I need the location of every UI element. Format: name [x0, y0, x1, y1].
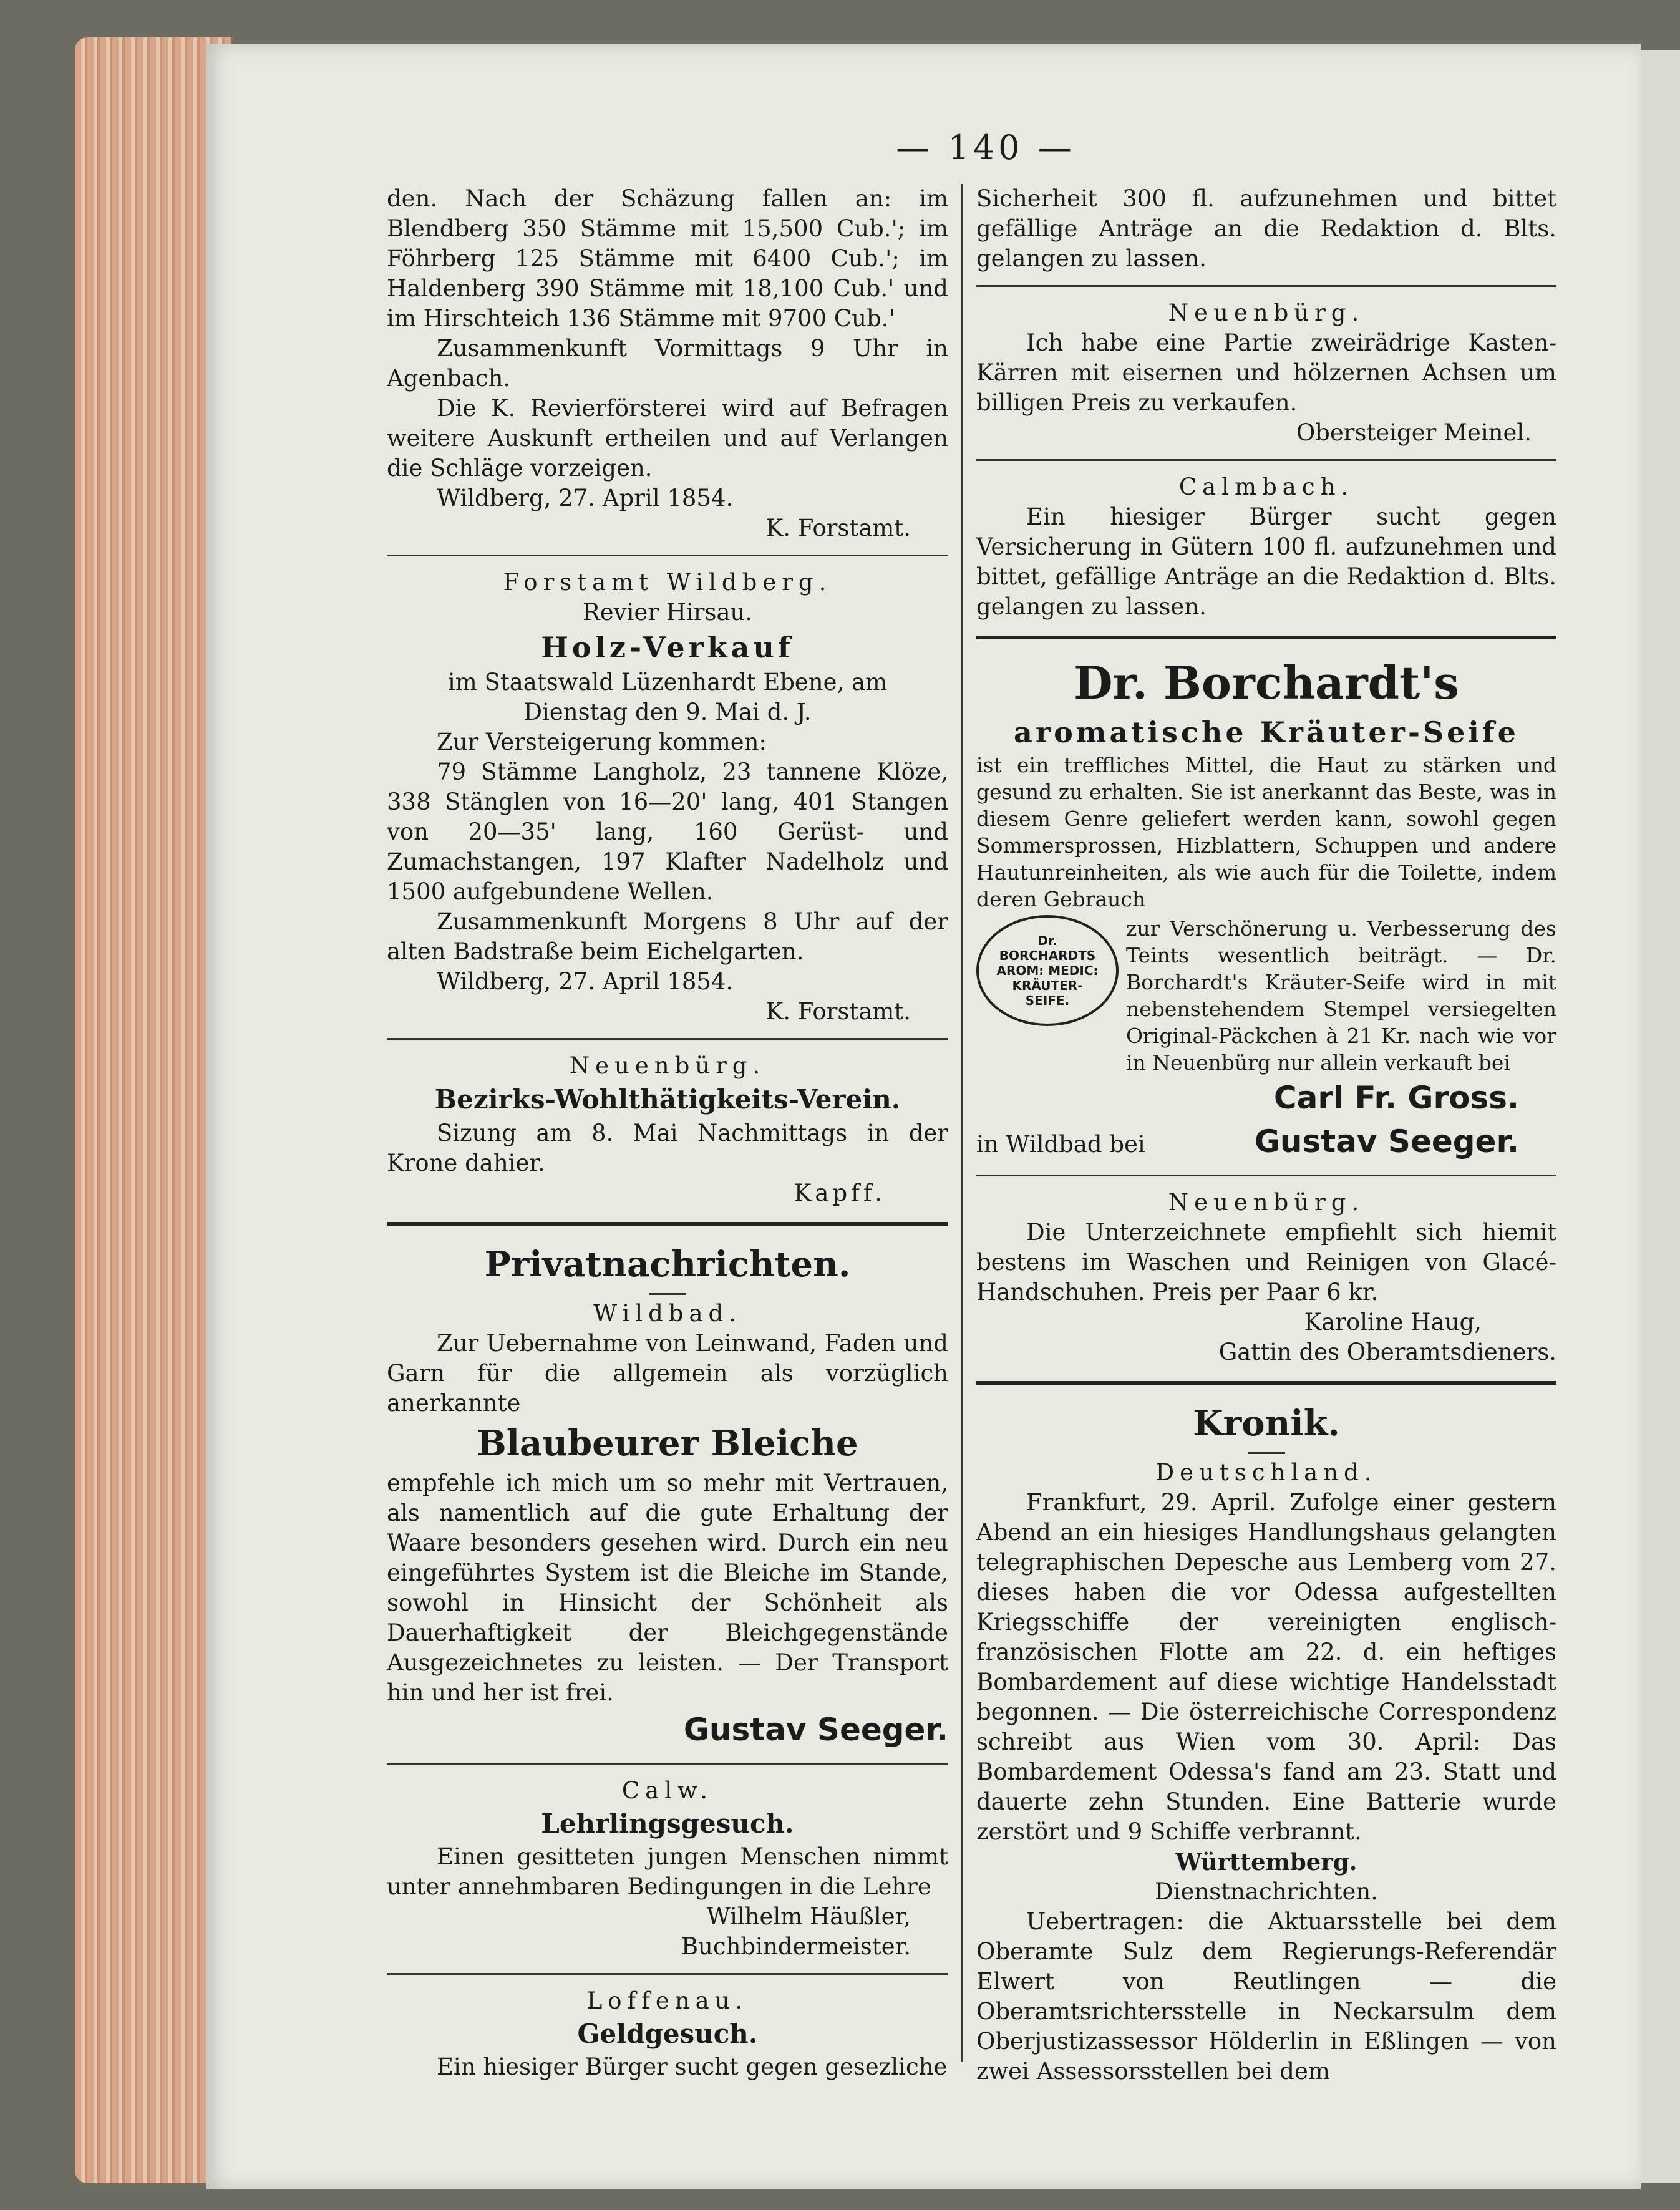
seeger-signature: Gustav Seeger.	[683, 1712, 948, 1748]
forstamt-title: Forstamt Wildberg.	[503, 569, 832, 596]
next-page-strip	[1641, 50, 1680, 2183]
holz-location: im Staatswald Lüzenhardt Ebene, am	[447, 669, 888, 695]
holz-date-place: Wildberg, 27. April 1854.	[437, 968, 734, 995]
divider	[387, 1973, 948, 1975]
haeussler-signature: Wilhelm Häußler,	[706, 1903, 911, 1930]
divider	[387, 1763, 948, 1765]
borchardt-text: ist ein treffliches Mittel, die Haut zu stärken und gesund zu erhalten. Sie ist anerkannt das Beste, was in diesem Genre geliefert werden kann, sowohl gegen Sommersprossen, Hizblattern, Schuppen und andere Hautunreinheiten, als wie auch für die Toilette, indem deren Gebrauch	[976, 753, 1556, 911]
lehrling-title: Lehrlingsgesuch.	[541, 1808, 794, 1839]
meinel-signature: Obersteiger Meinel.	[1296, 419, 1532, 446]
seeger-signature-2: Gustav Seeger.	[1254, 1123, 1519, 1160]
privat-title: Privatnachrichten.	[484, 1244, 851, 1285]
holz-verkauf-title: Holz-Verkauf	[541, 631, 794, 664]
divider	[976, 285, 1556, 287]
geld-continued-text: Sicherheit 300 fl. aufzunehmen und bittet gefällige Anträge an die Redaktion d. Blts. gelangen zu lassen.	[976, 185, 1556, 272]
lehrling-text: Einen gesitteten jungen Menschen nimmt unter annehmbaren Bedingungen in die Lehre	[387, 1843, 948, 1900]
karren-text: Ich habe eine Partie zweirädrige Kasten-Kärren mit eisernen und hölzernen Achsen um billigen Preis zu verkaufen.	[976, 329, 1556, 416]
divider	[387, 555, 948, 556]
stamp-line: AROM: MEDIC:	[996, 963, 1099, 978]
gross-signature: Carl Fr. Gross.	[1273, 1080, 1519, 1116]
verein-text: Sizung am 8. Mai Nachmittags in der Krone dahier.	[387, 1120, 948, 1176]
stamp-line: KRÄUTER-	[1012, 978, 1083, 993]
borchardt-stamp-row	[976, 915, 1556, 1076]
stamp-line: Dr.	[1037, 933, 1057, 948]
short-divider	[1248, 1452, 1285, 1454]
bleiche-title: Blaubeurer Bleiche	[477, 1423, 858, 1464]
holz-intro: Zur Versteigerung kommen:	[437, 729, 767, 755]
holz-list: 79 Stämme Langholz, 23 tannene Klöze, 338 Stänglen von 16—20' lang, 401 Stangen von 20—35' lang, 160 Gerüst- und Zumachstangen, 197 Klafter Nadelholz und 1500 aufgebundene Wellen.	[387, 758, 948, 905]
divider	[976, 1175, 1556, 1176]
bleiche-intro: Zur Uebernahme von Leinwand, Faden und Garn für die allgemein als vorzüglich anerkannte	[387, 1330, 948, 1417]
deutschland-heading: Deutschland.	[1155, 1459, 1377, 1486]
short-divider	[649, 1293, 686, 1295]
page-number: — 140 —	[896, 128, 1075, 167]
seeger-line	[976, 1120, 1556, 1163]
forst-signature: K. Forstamt.	[765, 515, 911, 541]
in-wildbad-label: in Wildbad bei	[976, 1131, 1145, 1158]
neuenbuerg-heading-2: Neuenbürg.	[1168, 299, 1365, 326]
forst-date: Wildberg, 27. April 1854.	[437, 485, 734, 511]
revier-title: Revier Hirsau.	[582, 599, 753, 626]
gattin-title: Gattin des Oberamtsdieners.	[1218, 1339, 1556, 1365]
holz-date: Dienstag den 9. Mai d. J.	[523, 699, 812, 725]
divider	[976, 459, 1556, 461]
geld-title: Geldgesuch.	[577, 2019, 758, 2049]
stamp-line: BORCHARDTS	[999, 948, 1096, 963]
verein-title: Bezirks-Wohlthätigkeits-Verein.	[434, 1084, 901, 1115]
section-divider	[976, 636, 1556, 639]
divider	[387, 1038, 948, 1040]
neuenbuerg-heading: Neuenbürg.	[569, 1052, 766, 1079]
buchbinder-title: Buchbindermeister.	[681, 1933, 911, 1960]
forst-notice-text: den. Nach der Schäzung fallen an: im Blendberg 350 Stämme mit 15,500 Cub.'; im Föhrberg 125 Stämme mit 6400 Cub.'; im Haldenberg 390 Stämme mit 18,100 Cub.' und im Hirschteich 136 Stämme mit 9700 Cub.'	[387, 185, 948, 332]
forst-info-text: Die K. Revierförsterei wird auf Befragen weitere Auskunft ertheilen und auf Verlangen die Schläge vorzeigen.	[387, 395, 948, 482]
right-column	[976, 184, 1556, 2086]
glace-text: Die Unterzeichnete empfiehlt sich hiemit bestens im Waschen und Reinigen von Glacé-Handschuhen. Preis per Paar 6 kr.	[976, 1219, 1556, 1306]
forst-meeting-text: Zusammenkunft Vormittags 9 Uhr in Agenbach.	[387, 335, 948, 392]
geld-text: Ein hiesiger Bürger sucht gegen gesezliche	[437, 2053, 948, 2080]
column-divider	[961, 184, 963, 2062]
wuerttemberg-heading: Württemberg.	[1175, 1848, 1357, 1876]
haug-signature: Karoline Haug,	[1304, 1309, 1482, 1335]
dienst-heading: Dienstnachrichten.	[1155, 1878, 1378, 1905]
bleiche-text: empfehle ich mich um so mehr mit Vertrauen, als namentlich auf die gute Erhaltung der Waare besonders gesehen wird. Durch ein neu eingeführtes System ist die Bleiche im Stande, sowohl in Hinsicht der Schönheit als Dauerhaftigkeit der Bleichgegenstände Ausgezeichnetes zu leisten. — Der Transport hin und her ist frei.	[387, 1470, 948, 1706]
loffenau-heading: Loffenau.	[586, 1987, 749, 2014]
calmbach-text: Ein hiesiger Bürger sucht gegen Versicherung in Gütern 100 fl. aufzunehmen und bittet, gefällige Anträge an die Redaktion d. Blts. gelangen zu lassen.	[976, 503, 1556, 620]
holz-meeting: Zusammenkunft Morgens 8 Uhr auf der alten Badstraße beim Eichelgarten.	[387, 908, 948, 965]
left-column	[387, 184, 948, 2082]
borchardt-subtitle: aromatische Kräuter-Seife	[1014, 715, 1519, 749]
borchardt-title: Dr. Borchardt's	[1074, 656, 1459, 709]
kronik-title: Kronik.	[1193, 1403, 1340, 1444]
wildbad-heading: Wildbad.	[593, 1300, 742, 1327]
holz-signature: K. Forstamt.	[765, 998, 911, 1025]
frankfurt-text: Frankfurt, 29. April. Zufolge einer gestern Abend an ein hiesiges Handlungshaus gelangten telegraphischen Depesche aus Lemberg vom 27. dieses haben die vor Odessa aufgestellten Kriegsschiffe der vereinigten englisch-französischen Flotte am 22. d. ein heftiges Bombardement auf diese wichtige Handelsstadt begonnen. — Die österreichische Correspondenz schreibt aus Wien vom 30. April: Das Bombardement Odessa's fand am 23. Statt und dauerte zehn Stunden. Eine Batterie wurde zerstört und 9 Schiffe verbrannt.	[976, 1489, 1556, 1845]
borchardt-stamp-seal	[976, 915, 1119, 1026]
calmbach-heading: Calmbach.	[1178, 473, 1354, 500]
dienst-text: Uebertragen: die Aktuarsstelle bei dem Oberamte Sulz dem Regierungs-Referendär Elwert von Reutlingen — die Oberamtsrichtersstelle in Neckarsulm dem Oberjustizassessor Hölderlin in Eßlingen — von zwei Assessorsstellen bei dem	[976, 1908, 1556, 2085]
borchardt-text-2: zur Verschönerung u. Verbesserung des Teints wesentlich beiträgt. — Dr. Borchardt's Kräuter-Seife wird in mit nebenstehendem Stempel versiegelten Original-Päckchen à 21 Kr. nach wie vor in Neuenbürg nur allein verkauft bei	[1126, 916, 1556, 1075]
section-divider	[976, 1381, 1556, 1385]
section-divider	[387, 1222, 948, 1226]
calw-heading: Calw.	[621, 1777, 714, 1804]
stamp-line: SEIFE.	[1025, 993, 1070, 1008]
neuenbuerg-heading-3: Neuenbürg.	[1168, 1189, 1365, 1216]
verein-signature: Kapff.	[794, 1180, 886, 1206]
